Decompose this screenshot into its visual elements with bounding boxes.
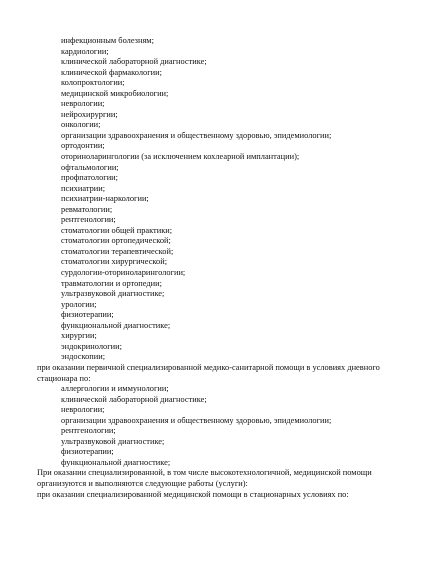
list-item: эндокринологии; [61,341,122,351]
list-item: неврологии; [61,99,105,109]
day-hospital-heading-continuation: стационара по: [37,373,91,383]
list-item: психиатрии; [61,183,106,193]
list-item: сурдологии-оториноларингологии; [61,268,186,278]
services-list-day-hospital [0,384,430,468]
list-item: офтальмологии; [61,162,119,172]
list-item: медицинской микробиологии; [61,88,169,98]
list-item: травматологии и ортопедии; [61,278,162,288]
list-item: урологии; [61,299,97,309]
specialized-care-paragraph: При оказании специализированной, в том числе высокотехнологичной, медицинской помощи [37,468,372,478]
list-item: клинической фармакологии; [61,67,162,77]
list-item: клинической лабораторной диагностике; [61,394,207,404]
list-item: колопроктологии; [61,78,125,88]
list-item: неврологии; [61,405,105,415]
list-item: ультразвуковой диагностике; [61,289,165,299]
list-item: функциональной диагностике; [61,457,171,467]
list-item: клинической лабораторной диагностике; [61,57,207,67]
list-item: физиотерапии; [61,447,114,457]
list-item: рентгенологии; [61,426,116,436]
inpatient-heading: при оказании специализированной медицинской помощи в стационарных условиях по: [37,489,349,499]
specialized-care-paragraph-continuation: организуются и выполняются следующие работы (услуги): [37,478,248,488]
list-item: физиотерапии; [61,310,114,320]
list-item: организации здравоохранения и общественному здоровью, эпидемиологии; [61,415,332,425]
list-item: стоматологии общей практики; [61,225,173,235]
list-item: хирургии; [61,331,97,341]
list-item: стоматологии ортопедической; [61,236,171,246]
list-item: оториноларингологии (за исключением кохлеарной имплантации); [61,152,300,162]
day-hospital-heading: при оказании первичной специализированной медико-санитарной помощи в условиях дневного [37,362,380,372]
list-item: психиатрии-наркологии; [61,194,149,204]
list-item: онкологии; [61,120,101,130]
list-item: профпатологии; [61,173,118,183]
list-item: ревматологии; [61,204,113,214]
list-item: кардиологии; [61,46,109,56]
list-item: ультразвуковой диагностике; [61,436,165,446]
document-body [0,36,430,500]
list-item: эндоскопии; [61,352,106,362]
list-item: функциональной диагностике; [61,320,171,330]
list-item: стоматологии хирургической; [61,257,168,267]
list-item: рентгенологии; [61,215,116,225]
list-item: организации здравоохранения и общественному здоровью, эпидемиологии; [61,130,332,140]
list-item: инфекционным болезням; [61,36,154,45]
list-item: стоматологии терапевтической; [61,246,174,256]
list-item: нейрохирургии; [61,109,118,119]
services-list-primary [0,36,430,363]
list-item: аллергологии и иммунологии; [61,384,169,394]
list-item: ортодонтии; [61,141,105,151]
